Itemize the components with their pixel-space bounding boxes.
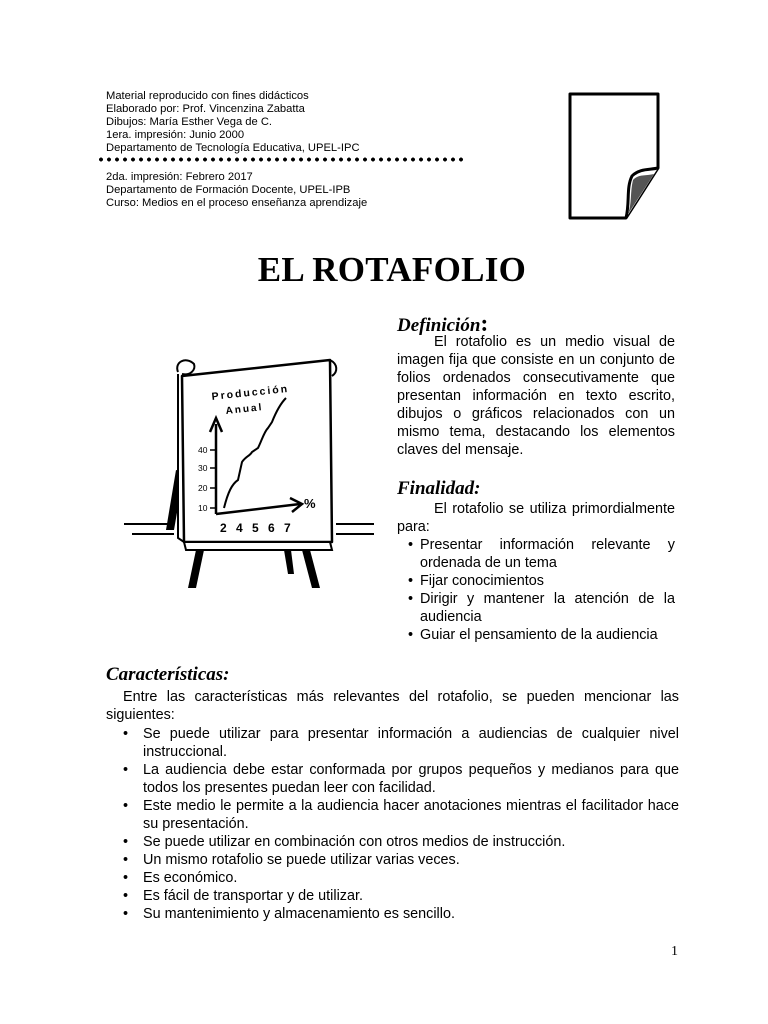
header-line: Dibujos: María Esther Vega de C. [106, 116, 273, 128]
bullet: • [408, 537, 414, 553]
list-item [123, 851, 679, 869]
page-number: 1 [671, 944, 678, 959]
finalidad-list [408, 536, 675, 644]
finalidad-heading: Finalidad: [397, 478, 481, 499]
list-item-text: Dirigir y mantener la atención de la audiencia [420, 591, 675, 625]
y-tick-label: 40 [198, 445, 208, 455]
bullet: • [123, 762, 129, 778]
definicion-heading-colon: : [480, 311, 489, 337]
header-line: 1era. impresión: Junio 2000 [106, 129, 245, 141]
chart-title-line-1: Producción [211, 382, 290, 403]
bullet: • [123, 726, 129, 742]
list-item-text: Fijar conocimientos [420, 573, 544, 589]
y-tick-label: 30 [198, 463, 208, 473]
list-item-text: Es económico. [143, 870, 238, 886]
bullet: • [123, 798, 129, 814]
list-item-text: La audiencia debe estar conformada por grupos pequeños y medianos para que todos los presentes puedan leer con facilidad. [143, 762, 679, 796]
definicion-text: El rotafolio es un medio visual de imagen fija que consiste en un conjunto de folios ordenados consecutivamente que presentan información en texto escrito, dibujos o gráficos relacionados con un mismo tema, destacando los elementos claves del mensaje. [397, 334, 675, 458]
list-item [123, 725, 679, 761]
list-item-text: Es fácil de transportar y de utilizar. [143, 888, 363, 904]
list-item [408, 626, 675, 644]
header-line: Elaborado por: Prof. Vincenzina Zabatta [106, 103, 305, 115]
list-item [123, 761, 679, 797]
list-item-text: Se puede utilizar para presentar información a audiencias de cualquier nivel instruccional. [143, 726, 679, 760]
flipchart-illustration [124, 352, 374, 592]
header-line: Departamento de Tecnología Educativa, UPEL-IPC [106, 142, 360, 154]
list-item [408, 590, 675, 626]
bullet: • [123, 834, 129, 850]
caracteristicas-list [123, 725, 679, 923]
header-line: Departamento de Formación Docente, UPEL-IPB [106, 184, 351, 196]
bullet: • [123, 888, 129, 904]
bullet: • [123, 852, 129, 868]
y-tick-label: 20 [198, 483, 208, 493]
list-item [408, 572, 675, 590]
header-line: 2da. impresión: Febrero 2017 [106, 171, 253, 183]
percent-label: % [304, 496, 316, 511]
x-tick-labels: 2 4 5 6 7 [220, 521, 294, 535]
finalidad-intro: El rotafolio se utiliza primordialmente para: [397, 501, 675, 535]
dotted-divider [97, 157, 463, 162]
list-item-text: Su mantenimiento y almacenamiento es sencillo. [143, 906, 455, 922]
bullet: • [123, 906, 129, 922]
list-item-text: Se puede utilizar en combinación con otros medios de instrucción. [143, 834, 566, 850]
header-info-bottom [106, 171, 367, 210]
list-item [123, 833, 679, 851]
list-item-text: Un mismo rotafolio se puede utilizar varias veces. [143, 852, 460, 868]
bullet: • [408, 627, 414, 643]
header-info-top [106, 90, 360, 155]
list-item [123, 887, 679, 905]
list-item [408, 536, 675, 572]
bullet: • [408, 573, 414, 589]
caracteristicas-intro: Entre las características más relevantes del rotafolio, se pueden mencionar las siguientes: [106, 689, 679, 723]
list-item-text: Presentar información relevante y ordenada de un tema [420, 537, 675, 571]
bullet: • [408, 591, 414, 607]
list-item-text: Guiar el pensamiento de la audiencia [420, 627, 658, 643]
y-tick-label: 10 [198, 503, 208, 513]
list-item [123, 905, 679, 923]
caracteristicas-heading: Características: [106, 664, 230, 685]
list-item [123, 797, 679, 833]
definicion-heading-text: Definición [397, 315, 481, 336]
page-curl-icon [566, 90, 664, 222]
page-title: EL ROTAFOLIO [257, 250, 527, 289]
header-line: Curso: Medios en el proceso enseñanza aprendizaje [106, 197, 368, 209]
header-line: Material reproducido con fines didácticos [106, 90, 309, 102]
list-item-text: Este medio le permite a la audiencia hacer anotaciones mientras el facilitador hace su presentación. [143, 798, 679, 832]
bullet: • [123, 870, 129, 886]
list-item [123, 869, 679, 887]
chart-title-line-2: Anual [225, 402, 264, 417]
